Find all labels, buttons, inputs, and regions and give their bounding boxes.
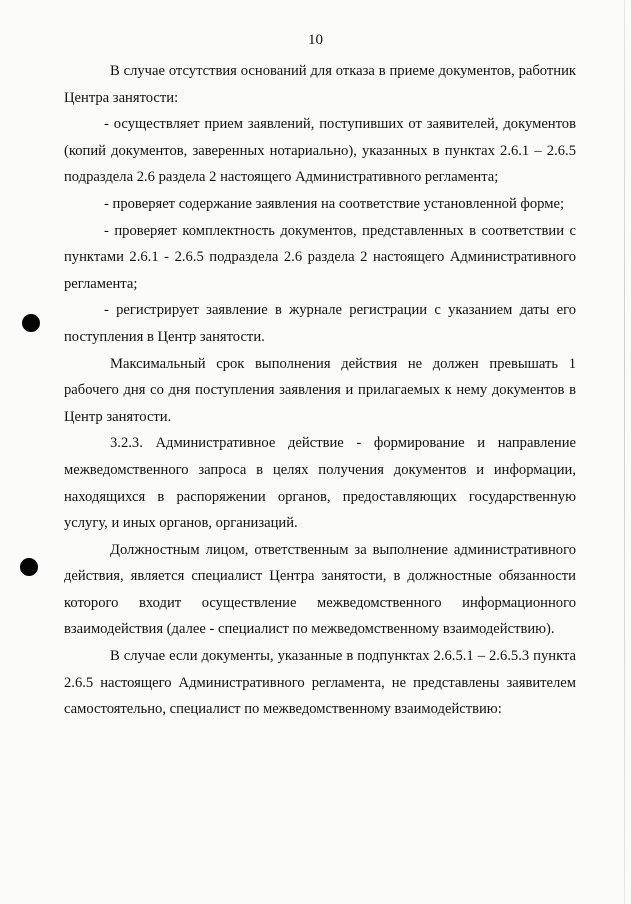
list-item-check-content: - проверяет содержание заявления на соответствие установленной форме; [104, 195, 565, 212]
punch-hole-mark [20, 558, 38, 576]
list-item-register: - регистрирует заявление в журнале регистрации с указанием даты его поступления в Центр занятости. [64, 302, 576, 345]
paragraph-intro: В случае отсутствия оснований для отказа в приеме документов, работник Центра занятости: [64, 63, 576, 106]
list-item-check-completeness: - проверяет комплектность документов, представленных в соответствии с пунктами 2.6.1 - 2.6.5 подраздела 2.6 раздела 2 настоящего Административного регламента; [64, 222, 576, 292]
punch-hole-mark [22, 314, 40, 332]
paragraph-documents-not-provided: В случае если документы, указанные в подпунктах 2.6.5.1 – 2.6.5.3 пункта 2.6.5 настоящего Административного регламента, не представлены заявителем самостоятельно, специалист по межведомственному взаимодействию: [64, 648, 576, 718]
paragraph-max-term: Максимальный срок выполнения действия не должен превышать 1 рабочего дня со дня поступления заявления и прилагаемых к нему документов в Центр занятости. [64, 355, 576, 425]
paragraph-responsible-official: Должностным лицом, ответственным за выполнение административного действия, является специалист Центра занятости, в должностные обязанности которого входит осуществление межведомственного информационного взаимодействия (далее - специалист по межведомственному взаимодействию). [64, 541, 576, 638]
document-body [64, 58, 576, 723]
page-edge-line [624, 0, 625, 904]
paragraph-section-3-2-3: 3.2.3. Административное действие - формирование и направление межведомственного запроса в целях получения документов и информации, находящихся в распоряжении органов, предоставляющих государственную услугу, и иных органов, организаций. [64, 435, 576, 532]
page-number: 10 [308, 32, 323, 48]
list-item-accept: - осуществляет прием заявлений, поступивших от заявителей, документов (копий документов, заверенных нотариально), указанных в пунктах 2.6.1 – 2.6.5 подраздела 2.6 раздела 2 настоящего Административного регламента; [64, 116, 576, 186]
